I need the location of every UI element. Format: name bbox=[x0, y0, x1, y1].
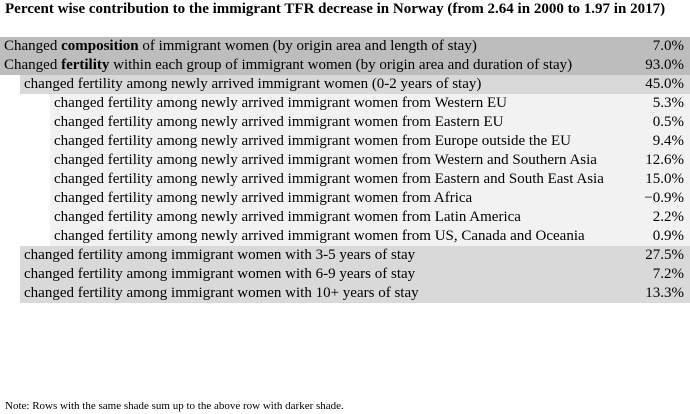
table-row-eastern-eu bbox=[0, 113, 690, 132]
row-value: 5.3% bbox=[612, 94, 690, 113]
row-value: 0.9% bbox=[612, 227, 690, 246]
row-value: 13.3% bbox=[612, 284, 690, 303]
table-row-stay-10-plus bbox=[0, 284, 690, 303]
table-row-western-eu bbox=[0, 94, 690, 113]
row-label: Changed composition of immigrant women (by origin area and length of stay) bbox=[0, 37, 612, 56]
row-label: changed fertility among newly arrived immigrant women (0-2 years of stay) bbox=[0, 75, 612, 94]
row-value: 9.4% bbox=[612, 132, 690, 151]
table-note: Note: Rows with the same shade sum up to the above row with darker shade. bbox=[5, 400, 344, 412]
row-value: 7.2% bbox=[612, 265, 690, 284]
table-row-africa bbox=[0, 189, 690, 208]
table-row-eastern-south-east-asia bbox=[0, 170, 690, 189]
row-value: 7.0% bbox=[612, 37, 690, 56]
row-value: −0.9% bbox=[612, 189, 690, 208]
table-title: Percent wise contribution to the immigrant TFR decrease in Norway (from 2.64 in 2000 to 1.97 in 2017) bbox=[5, 1, 666, 17]
row-label: Changed fertility within each group of immigrant women (by origin area and duration of stay) bbox=[0, 56, 612, 75]
row-value: 12.6% bbox=[612, 151, 690, 170]
row-value: 27.5% bbox=[612, 246, 690, 265]
row-label: changed fertility among immigrant women with 10+ years of stay bbox=[0, 284, 612, 303]
row-label: changed fertility among newly arrived immigrant women from Eastern EU bbox=[0, 113, 612, 132]
table-row-newly-arrived bbox=[0, 75, 690, 94]
row-value: 15.0% bbox=[612, 170, 690, 189]
row-value: 2.2% bbox=[612, 208, 690, 227]
row-label: changed fertility among newly arrived immigrant women from US, Canada and Oceania bbox=[0, 227, 612, 246]
row-value: 93.0% bbox=[612, 56, 690, 75]
row-label: changed fertility among newly arrived immigrant women from Latin America bbox=[0, 208, 612, 227]
row-value: 0.5% bbox=[612, 113, 690, 132]
table-row-stay-6-9 bbox=[0, 265, 690, 284]
contribution-table bbox=[0, 37, 690, 303]
row-label: changed fertility among newly arrived immigrant women from Europe outside the EU bbox=[0, 132, 612, 151]
table-row-stay-3-5 bbox=[0, 246, 690, 265]
row-label: changed fertility among newly arrived immigrant women from Africa bbox=[0, 189, 612, 208]
table-row-us-canada-oceania bbox=[0, 227, 690, 246]
row-label: changed fertility among immigrant women with 6-9 years of stay bbox=[0, 265, 612, 284]
row-label: changed fertility among newly arrived immigrant women from Western EU bbox=[0, 94, 612, 113]
table-row-latin-america bbox=[0, 208, 690, 227]
row-label: changed fertility among immigrant women with 3-5 years of stay bbox=[0, 246, 612, 265]
table-row-composition bbox=[0, 37, 690, 56]
row-label: changed fertility among newly arrived immigrant women from Eastern and South East Asia bbox=[0, 170, 612, 189]
table-row-fertility bbox=[0, 56, 690, 75]
row-label: changed fertility among newly arrived immigrant women from Western and Southern Asia bbox=[0, 151, 612, 170]
table-row-western-southern-asia bbox=[0, 151, 690, 170]
table-row-europe-outside-eu bbox=[0, 132, 690, 151]
row-value: 45.0% bbox=[612, 75, 690, 94]
